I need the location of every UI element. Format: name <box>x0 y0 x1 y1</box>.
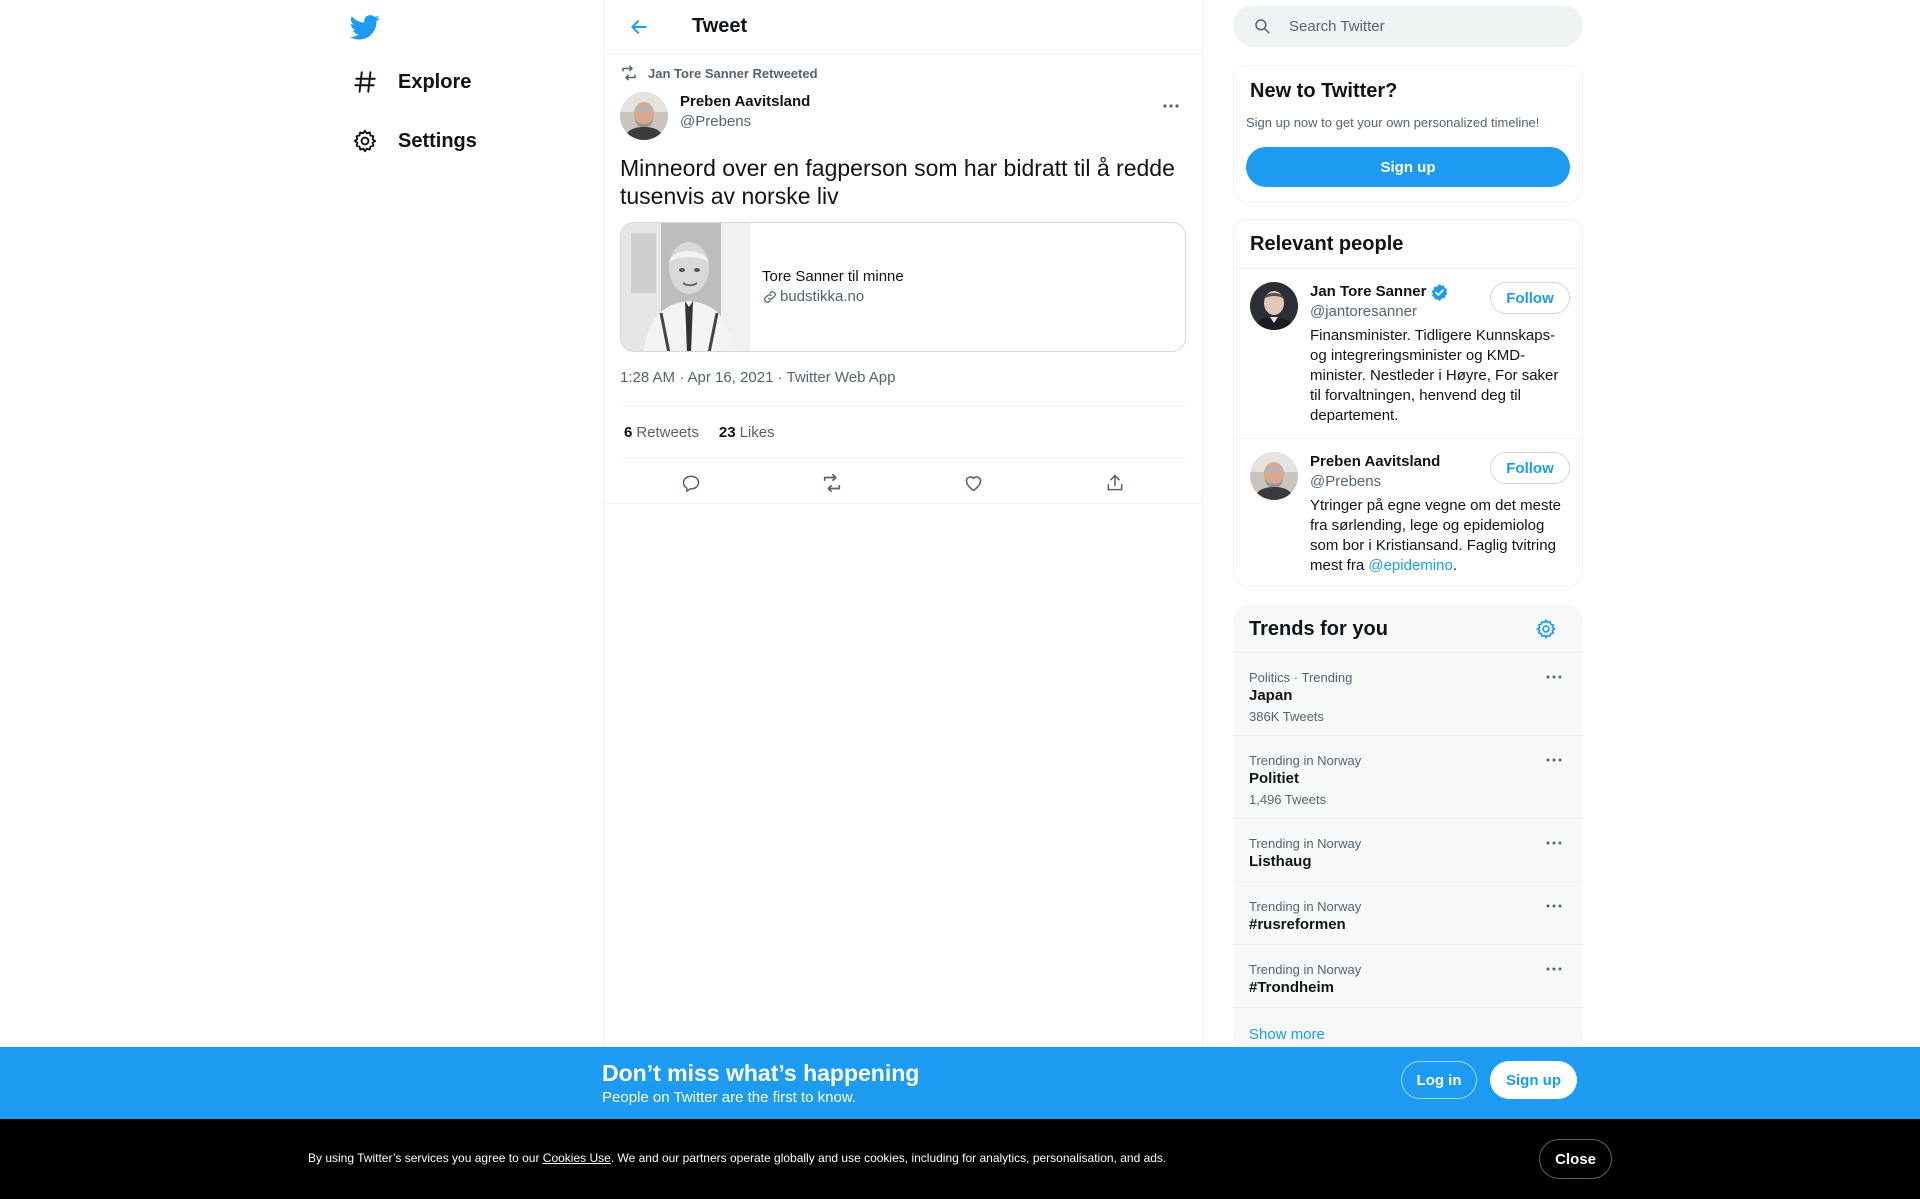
tweet <box>604 54 1202 507</box>
avatar[interactable] <box>1250 452 1298 500</box>
tweet-meta[interactable]: 1:28 AM · Apr 16, 2021 · Twitter Web App <box>620 369 1186 406</box>
person-handle[interactable]: @Prebens <box>1310 473 1382 490</box>
person-handle[interactable]: @jantoresanner <box>1310 303 1417 320</box>
trend-name: Politiet <box>1249 770 1300 787</box>
trend-category: Trending in Norway <box>1249 962 1362 977</box>
link-card[interactable] <box>620 222 1186 352</box>
divider <box>604 503 1202 504</box>
person-bio <box>1310 496 1565 576</box>
more-icon[interactable] <box>1541 833 1567 853</box>
tweet-text: Minneord over en fagperson som har bidratt til å redde tusenvis av norske liv <box>620 155 1175 209</box>
trend-count: 386K Tweets <box>1249 709 1324 724</box>
likes-stat[interactable] <box>719 424 775 441</box>
relevant-people-panel <box>1233 219 1583 587</box>
person-bio: Finansminister. Tidligere Kunnskaps- og integreringsminister og KMD-minister. Nestleder i Høyre, For saker til forvaltningen, henvend deg til departement. <box>1310 327 1559 424</box>
retweet-icon <box>620 64 638 82</box>
divider <box>1234 438 1582 439</box>
search-input[interactable] <box>1233 5 1583 47</box>
person-name-text: Jan Tore Sanner <box>1310 283 1427 300</box>
trend-name: #rusreformen <box>1249 916 1346 933</box>
close-button[interactable]: Close <box>1539 1139 1612 1179</box>
more-icon[interactable] <box>1156 96 1186 116</box>
like-icon[interactable] <box>957 466 991 500</box>
follow-button[interactable]: Follow <box>1490 282 1570 314</box>
retweets-stat[interactable] <box>624 424 699 441</box>
relevant-people-title: Relevant people <box>1250 233 1404 255</box>
retweeted-by-label[interactable]: Jan Tore Sanner Retweeted <box>648 65 818 81</box>
new-to-twitter-title: New to Twitter? <box>1250 80 1398 102</box>
author-handle[interactable]: @Prebens <box>680 113 752 130</box>
search-icon <box>1253 17 1271 35</box>
show-more-link[interactable]: Show more <box>1249 1026 1325 1043</box>
trend-item[interactable] <box>1233 735 1583 818</box>
gear-icon[interactable] <box>1535 618 1559 642</box>
gear-icon <box>350 126 380 156</box>
trend-item[interactable] <box>1233 818 1583 881</box>
page-title: Tweet <box>692 15 748 37</box>
trend-category: Trending in Norway <box>1249 753 1362 768</box>
cookies-use-link[interactable]: Cookies Use <box>542 1151 611 1165</box>
card-domain-text: budstikka.no <box>780 288 865 305</box>
retweets-count: 6 <box>624 423 633 441</box>
more-icon[interactable] <box>1541 667 1567 687</box>
cookie-text-prefix: By using Twitter’s services you agree to our <box>308 1151 543 1165</box>
sign-up-button[interactable]: Sign up <box>1246 147 1570 187</box>
link-icon <box>762 289 780 305</box>
trends-title: Trends for you <box>1249 618 1388 640</box>
signup-banner <box>0 1047 1920 1119</box>
divider <box>1233 1007 1583 1008</box>
nav-explore[interactable] <box>350 62 471 102</box>
bio-mention-link[interactable]: @epidemino <box>1368 557 1453 574</box>
main-column <box>603 0 1203 1199</box>
trend-count: 1,496 Tweets <box>1249 792 1327 807</box>
avatar[interactable] <box>1250 282 1298 330</box>
likes-label: Likes <box>739 423 775 441</box>
tweet-author <box>620 92 1186 154</box>
trend-item[interactable] <box>1233 944 1583 1007</box>
hashtag-icon <box>350 67 380 97</box>
trends-panel <box>1233 604 1583 1050</box>
main-header <box>604 0 1202 54</box>
search-placeholder: Search Twitter <box>1289 17 1385 35</box>
person-bio-text: Ytringer på egne vegne om det meste fra sørlending, lege og epidemiolog som bor i Kristiansand. Faglig tvitring mest fra <box>1310 497 1561 574</box>
nav-settings[interactable] <box>350 121 477 161</box>
more-icon[interactable] <box>1541 959 1567 979</box>
trend-item[interactable] <box>1233 652 1583 735</box>
author-name[interactable]: Preben Aavitsland <box>680 93 811 110</box>
tweet-actions <box>620 459 1186 507</box>
cookie-bar <box>0 1119 1920 1199</box>
card-title: Tore Sanner til minne <box>762 268 904 285</box>
arrow-left-icon[interactable] <box>624 12 654 42</box>
twitter-bird-icon[interactable] <box>350 12 380 42</box>
avatar[interactable] <box>620 92 668 140</box>
retweet-context <box>620 54 1186 92</box>
divider <box>1234 268 1582 269</box>
trend-category: Trending in Norway <box>1249 836 1362 851</box>
card-image <box>621 223 750 352</box>
cookie-text-suffix: . We and our partners operate globally and use cookies, including for analytics, personalisation, and ads. <box>610 1151 1167 1165</box>
new-to-twitter-panel <box>1233 65 1583 203</box>
follow-button[interactable]: Follow <box>1490 452 1570 484</box>
reply-icon[interactable] <box>674 466 708 500</box>
banner-title: Don’t miss what’s happening <box>602 1060 920 1086</box>
trend-name: #Trondheim <box>1249 979 1335 996</box>
tweet-stats <box>620 406 1186 459</box>
trend-category: Politics · Trending <box>1249 670 1353 685</box>
banner-subtitle: People on Twitter are the first to know. <box>602 1089 857 1106</box>
share-icon[interactable] <box>1098 466 1132 500</box>
verified-badge-icon <box>1426 283 1449 302</box>
retweets-label: Retweets <box>636 423 699 441</box>
likes-count: 23 <box>718 423 736 441</box>
more-icon[interactable] <box>1541 896 1567 916</box>
nav-settings-label: Settings <box>398 129 477 152</box>
log-in-button[interactable]: Log in <box>1401 1061 1477 1099</box>
retweet-icon[interactable] <box>815 466 849 500</box>
trend-item[interactable] <box>1233 881 1583 944</box>
more-icon[interactable] <box>1541 750 1567 770</box>
new-to-twitter-subtitle: Sign up now to get your own personalized timeline! <box>1246 115 1540 130</box>
card-domain <box>762 287 904 307</box>
person-name[interactable]: Preben Aavitsland <box>1310 453 1441 470</box>
nav-explore-label: Explore <box>398 70 472 93</box>
trend-name: Japan <box>1249 687 1293 704</box>
cookie-text <box>308 1151 1166 1165</box>
person-bio-suffix: . <box>1452 557 1457 574</box>
trend-name: Listhaug <box>1249 853 1312 870</box>
trend-category: Trending in Norway <box>1249 899 1362 914</box>
banner-sign-up-button[interactable]: Sign up <box>1490 1061 1577 1099</box>
